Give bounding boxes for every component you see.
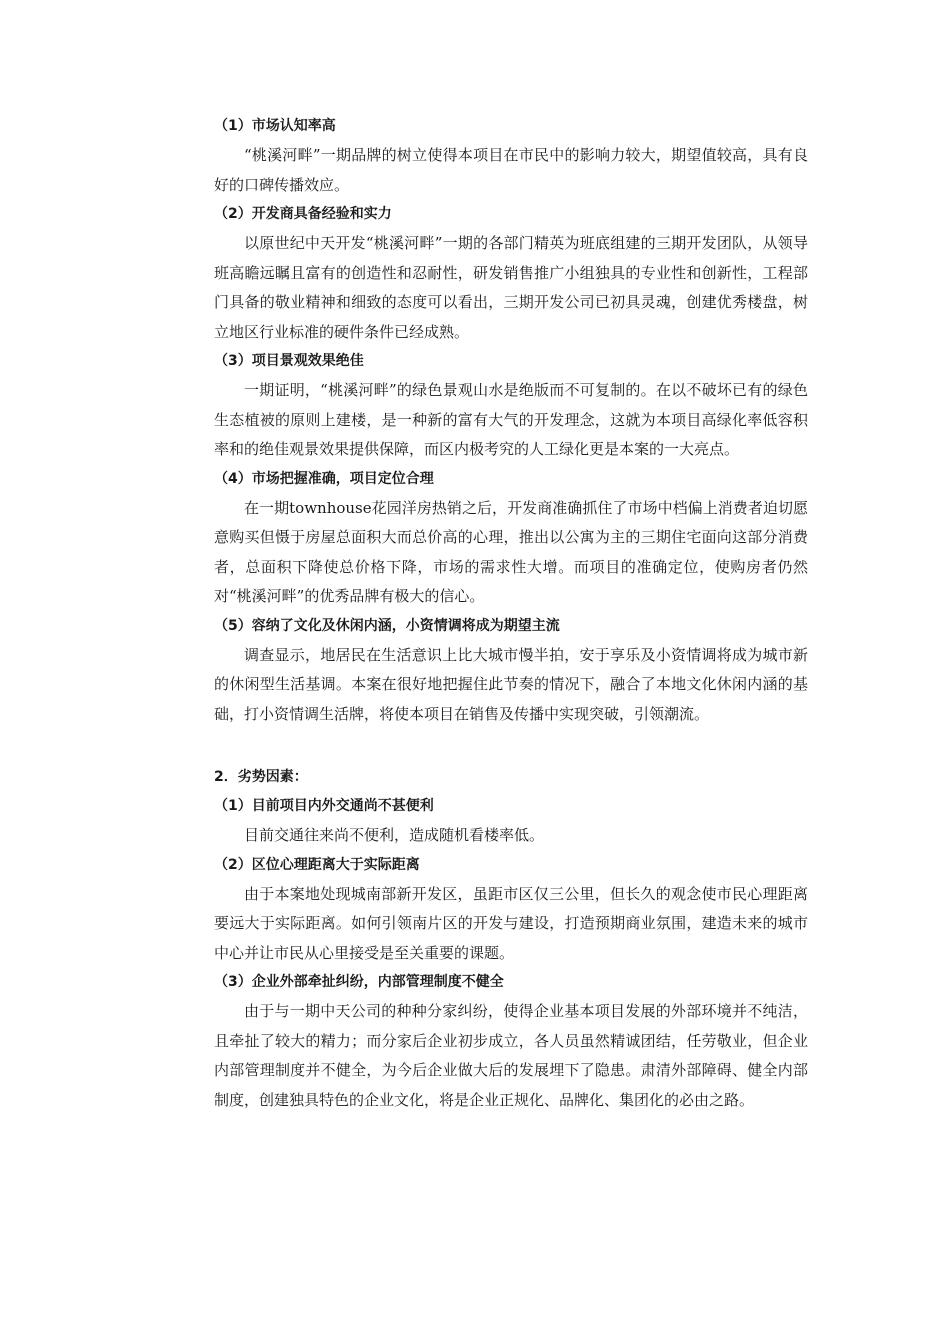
- subsection-heading: （2）区位心理距离大于实际距离: [214, 856, 420, 873]
- body-paragraph: 由于本案地处现城南部新开发区，虽距市区仅三公里，但长久的观念使市民心理距离要远大于实际距离。如何引领南片区的开发与建设，打造预期商业氛围，建造未来的城市中心并让市民从心里接受是至关重要的课题。: [214, 884, 808, 962]
- strength-item: [214, 112, 808, 200]
- body-paragraph: 以原世纪中天开发“桃溪河畔”一期的各部门精英为班底组建的三期开发团队，从领导班高瞻远瞩且富有的创造性和忍耐性，研发销售推广小组独具的专业性和创新性，工程部门具备的敬业精神和细致的态度可以看出，三期开发公司已初具灵魂，创建优秀楼盘，树立地区行业标准的硬件条件已经成熟。: [214, 234, 808, 341]
- strength-item: [214, 612, 808, 730]
- strength-item: [214, 347, 808, 465]
- subsection-heading: （1）目前项目内外交通尚不甚便利: [214, 798, 434, 814]
- body-paragraph: 在一期townhouse花园洋房热销之后，开发商准确抓住了市场中档偏上消费者迫切愿意购买但慑于房屋总面积大而总价高的心理，推出以公寓为主的三期住宅面向这部分消费者，总面积下降使总价格下降，市场的需求性大增。而项目的准确定位，使购房者仍然对“桃溪河畔”的优秀品牌有极大的信心。: [214, 498, 808, 605]
- subsection-heading: （1）市场认知率高: [214, 118, 336, 134]
- body-paragraph: 目前交通往来尚不便利，造成随机看楼率低。: [244, 826, 545, 844]
- body-paragraph: “桃溪河畔”一期品牌的树立使得本项目在市民中的影响力较大，期望值较高，具有良好的口碑传播效应。: [214, 146, 808, 194]
- strength-item: [214, 465, 808, 612]
- subsection-heading: （2）开发商具备经验和实力: [214, 206, 392, 222]
- body-paragraph: 一期证明，“桃溪河畔”的绿色景观山水是绝版而不可复制的。在以不破坏已有的绿色生态植被的原则上建楼，是一种新的富有大气的开发理念，这就为本项目高绿化率低容积率和的绝佳观景效果提供保障，而区内极考究的人工绿化更是本案的一大亮点。: [214, 381, 808, 458]
- subsection-heading: （3）企业外部牵扯纠纷，内部管理制度不健全: [214, 974, 504, 990]
- weakness-item: [214, 792, 808, 851]
- weakness-item: [214, 851, 808, 969]
- subsection-heading: （5）容纳了文化及休闲内涵，小资情调将成为期望主流: [214, 617, 560, 634]
- weakness-item: [214, 968, 808, 1115]
- body-paragraph: 调查显示，地居民在生活意识上比大城市慢半拍，安于享乐及小资情调将成为城市新的休闲型生活基调。本案在很好地把握住此节奏的情况下，融合了本地文化休闲内涵的基础，打小资情调生活牌，将使本项目在销售及传播中实现突破，引领潮流。: [214, 645, 808, 723]
- section-title-weaknesses: 2．劣势因素：: [214, 769, 308, 785]
- body-paragraph: 由于与一期中天公司的种种分家纠纷，使得企业基本项目发展的外部环境并不纯洁，且牵扯了较大的精力；而分家后企业初步成立，各人员虽然精诚团结，任劳敬业，但企业内部管理制度并不健全，为今后企业做大后的发展埋下了隐患。肃清外部障碍、健全内部制度，创建独具特色的企业文化，将是企业正规化、品牌化、集团化的必由之路。: [214, 1002, 808, 1109]
- subsection-heading: （3）项目景观效果绝佳: [214, 353, 364, 369]
- subsection-heading: （4）市场把握准确，项目定位合理: [214, 470, 434, 487]
- document-page: [214, 112, 808, 1115]
- strength-item: [214, 200, 808, 347]
